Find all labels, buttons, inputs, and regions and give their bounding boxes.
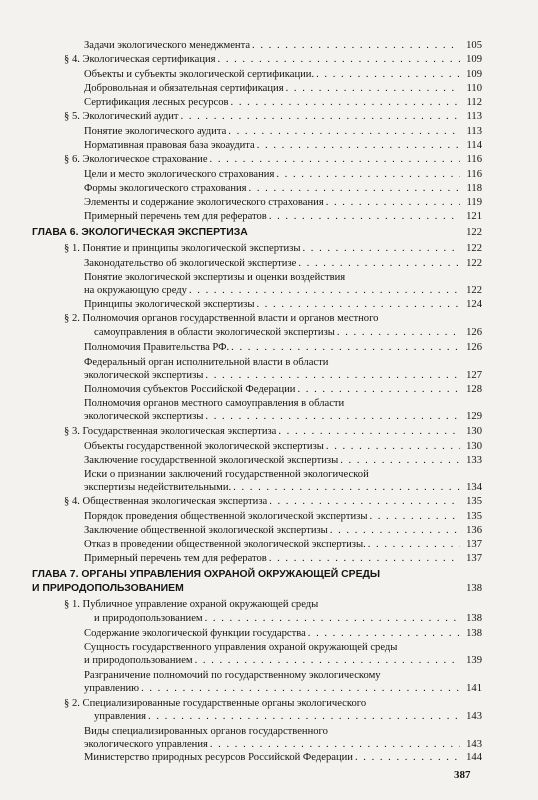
toc-chapter xyxy=(32,227,482,239)
toc-item-first-line: Понятие экологической экспертизы и оценки воздействия xyxy=(84,272,346,283)
toc-item xyxy=(84,511,482,523)
toc-item xyxy=(84,83,482,95)
toc-item xyxy=(84,299,482,311)
toc-item-page: 105 xyxy=(466,40,482,51)
toc-item-page: 134 xyxy=(466,482,482,493)
toc-chapter-first-line: ГЛАВА 7. ОРГАНЫ УПРАВЛЕНИЯ ОХРАНОЙ ОКРУЖАЮЩЕЙ СРЕДЫ xyxy=(32,569,381,580)
toc-section xyxy=(94,327,482,339)
toc-section-page: 135 xyxy=(466,496,482,507)
toc-section-title-cont: и природопользованием xyxy=(94,613,203,624)
toc-section-page: 122 xyxy=(466,243,482,254)
toc-item-page: 144 xyxy=(466,752,482,763)
toc-item xyxy=(84,384,482,396)
toc-item-title: Отказ в проведении общественной экологической экспертизы. xyxy=(84,539,366,550)
toc-section-first-line: § 1. Публичное управление охраной окружающей среды xyxy=(64,599,319,610)
toc-section xyxy=(94,711,482,723)
toc-section-page: 113 xyxy=(466,111,482,122)
page-number: 387 xyxy=(454,769,471,781)
toc-section-title: § 1. Понятие и принципы экологической экспертизы xyxy=(64,243,301,254)
toc-item-page: 110 xyxy=(466,83,482,94)
toc-item xyxy=(84,455,482,467)
toc-item-title: Объекты и субъекты экологической сертификации. xyxy=(84,69,315,80)
toc-item-title-cont: экологической экспертизы xyxy=(84,370,204,381)
toc-chapter-title-cont: И ПРИРОДОПОЛЬЗОВАНИЕМ xyxy=(32,583,184,594)
toc-section-page: 116 xyxy=(466,154,482,165)
toc-chapter-page: 138 xyxy=(466,583,482,594)
toc-item-title: Содержание экологической функции государства xyxy=(84,628,306,639)
toc-item xyxy=(84,97,482,109)
toc-item-title: Полномочия субъектов Российской Федерации xyxy=(84,384,296,395)
toc-item-page: 137 xyxy=(466,539,482,550)
toc-section xyxy=(64,54,482,66)
toc-item-page: 122 xyxy=(466,285,482,296)
toc-section xyxy=(64,426,482,438)
toc-item xyxy=(84,683,482,695)
toc-section xyxy=(64,111,482,123)
toc-item-page: 138 xyxy=(466,628,482,639)
toc-item-title: Объекты государственной экологической экспертизы xyxy=(84,441,324,452)
toc-section-page: 109 xyxy=(466,54,482,65)
toc-section-page: 143 xyxy=(466,711,482,722)
toc-item xyxy=(84,258,482,270)
toc-item-page: 119 xyxy=(466,197,482,208)
toc-item xyxy=(84,553,482,565)
toc-item-page: 116 xyxy=(466,169,482,180)
toc-item-page: 121 xyxy=(466,211,482,222)
toc-item-title: Понятие экологического аудита xyxy=(84,126,227,137)
toc-item xyxy=(84,211,482,223)
toc-item-page: 113 xyxy=(466,126,482,137)
toc-item-page: 139 xyxy=(466,655,482,666)
toc-item-title: Добровольная и обязательная сертификация xyxy=(84,83,284,94)
toc-item-page: 137 xyxy=(466,553,482,564)
toc-item-page: 109 xyxy=(466,69,482,80)
toc-item-title: Полномочия Правительства РФ. xyxy=(84,342,230,353)
toc-section-title: § 6. Экологическое страхование xyxy=(64,154,208,165)
toc-item xyxy=(84,126,482,138)
toc-item-title-cont: экспертизы недействительными. xyxy=(84,482,232,493)
toc-item-title: Примерный перечень тем для рефератов xyxy=(84,553,267,564)
toc-item-first-line: Полномочия органов местного самоуправления в области xyxy=(84,398,345,409)
toc-chapter xyxy=(32,583,482,595)
toc-item-first-line: Федеральный орган исполнительной власти в области xyxy=(84,357,329,368)
toc-item xyxy=(84,183,482,195)
toc-section-title: § 4. Экологическая сертификация xyxy=(64,54,216,65)
toc-item-page: 141 xyxy=(466,683,482,694)
toc-item-title: Примерный перечень тем для рефератов xyxy=(84,211,267,222)
toc-item xyxy=(84,285,482,297)
toc-item-title: Сертификация лесных ресурсов xyxy=(84,97,229,108)
toc-chapter-page: 122 xyxy=(466,227,482,238)
toc-section-title-cont: самоуправления в области экологической экспертизы xyxy=(94,327,335,338)
toc-section-title-cont: управления xyxy=(94,711,147,722)
toc-item-first-line: Иски о признании заключений государственной экологической xyxy=(84,469,369,480)
toc-item xyxy=(84,655,482,667)
toc-item xyxy=(84,169,482,181)
toc-item-page: 135 xyxy=(466,511,482,522)
toc-item-page: 126 xyxy=(466,342,482,353)
toc-item xyxy=(84,370,482,382)
toc-section-title: § 3. Государственная экологическая экспертиза xyxy=(64,426,277,437)
toc-section-page: 126 xyxy=(466,327,482,338)
toc-item xyxy=(84,140,482,152)
toc-item-title: Нормативная правовая база экоаудита xyxy=(84,140,255,151)
toc-item-title: Принципы экологической экспертизы xyxy=(84,299,255,310)
toc-section-page: 138 xyxy=(466,613,482,624)
toc-chapter-title: ГЛАВА 6. ЭКОЛОГИЧЕСКАЯ ЭКСПЕРТИЗА xyxy=(32,227,248,238)
toc-item-title: Заключение государственной экологической экспертизы xyxy=(84,455,339,466)
toc-item-page: 127 xyxy=(466,370,482,381)
toc-item-title-cont: экологического управления xyxy=(84,739,208,750)
toc-item-page: 112 xyxy=(466,97,482,108)
toc-item-page: 124 xyxy=(466,299,482,310)
toc-item xyxy=(84,342,482,354)
toc-item xyxy=(84,40,482,52)
toc-item-page: 128 xyxy=(466,384,482,395)
toc-item-page: 143 xyxy=(466,739,482,750)
toc-item-title: Заключение общественной экологической экспертизы xyxy=(84,525,328,536)
toc-item-title-cont: управлению xyxy=(84,683,140,694)
toc-item xyxy=(84,69,482,81)
toc-item-title: Задачи экологического менеджмента xyxy=(84,40,251,51)
toc-item-title: Законодательство об экологической экспертизе xyxy=(84,258,297,269)
toc-item-page: 136 xyxy=(466,525,482,536)
toc-item-page: 114 xyxy=(466,140,482,151)
toc-section xyxy=(64,154,482,166)
toc-item-page: 129 xyxy=(466,411,482,422)
toc-section-title: § 5. Экологический аудит xyxy=(64,111,179,122)
toc-section xyxy=(64,243,482,255)
toc-item xyxy=(84,411,482,423)
toc-item-title: Цели и место экологического страхования xyxy=(84,169,275,180)
toc-item-page: 118 xyxy=(466,183,482,194)
toc-section-title: § 4. Общественная экологическая экспертиза xyxy=(64,496,268,507)
toc-item xyxy=(84,525,482,537)
toc-item-title-cont: экологической экспертизы xyxy=(84,411,204,422)
toc-item-page: 130 xyxy=(466,441,482,452)
toc-section xyxy=(64,496,482,508)
toc-item xyxy=(84,628,482,640)
toc-item-first-line: Разграничение полномочий по государственному экологическому xyxy=(84,670,381,681)
toc-item-page: 122 xyxy=(466,258,482,269)
toc-item-title-cont: на окружающую среду xyxy=(84,285,187,296)
toc-item-title: Порядок проведения общественной экологической экспертизы xyxy=(84,511,368,522)
toc-item xyxy=(84,482,482,494)
toc-item-first-line: Сущность государственного управления охраной окружающей среды xyxy=(84,642,398,653)
toc-item-title: Министерство природных ресурсов Российской Федерации xyxy=(84,752,353,763)
toc-section-first-line: § 2. Полномочия органов государственной власти и органов местного xyxy=(64,313,379,324)
toc-item-first-line: Виды специализированных органов государственного xyxy=(84,726,328,737)
toc-item-title: Формы экологического страхования xyxy=(84,183,247,194)
toc-section-first-line: § 2. Специализированные государственные органы экологического xyxy=(64,698,367,709)
toc-item-page: 133 xyxy=(466,455,482,466)
toc-section xyxy=(94,613,482,625)
toc-item xyxy=(84,539,482,551)
toc-item-title-cont: и природопользованием xyxy=(84,655,193,666)
toc-item xyxy=(84,441,482,453)
toc-item-title: Элементы и содержание экологического страхования xyxy=(84,197,324,208)
toc-item xyxy=(84,739,482,751)
toc-item xyxy=(84,197,482,209)
toc-section-page: 130 xyxy=(466,426,482,437)
toc-item xyxy=(84,752,482,764)
